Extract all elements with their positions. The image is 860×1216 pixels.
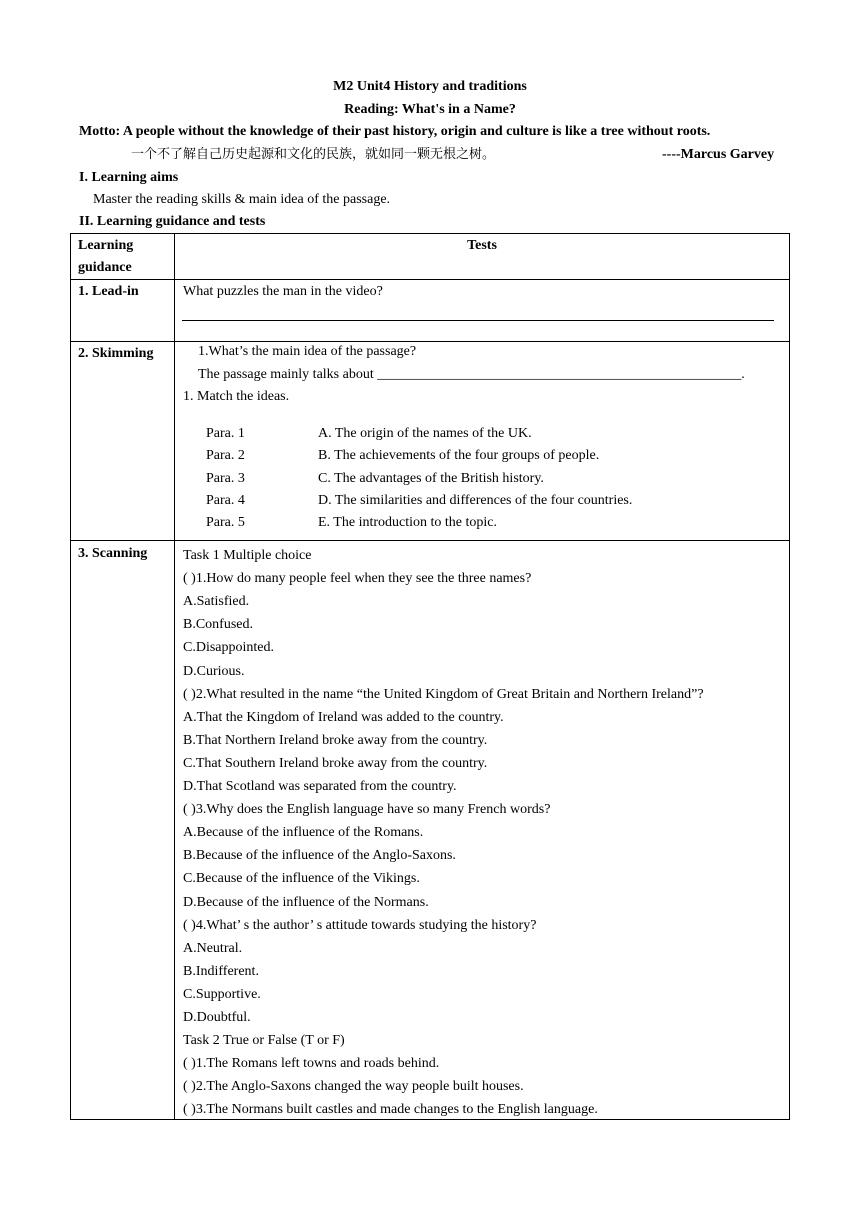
match-idea: D. The similarities and differences of the four countries. [318, 493, 633, 508]
match-idea: B. The achievements of the four groups of people. [318, 448, 600, 463]
table-row-divider [70, 279, 790, 280]
document-title: M2 Unit4 History and traditions [333, 79, 527, 94]
row-label-skimming: 2. Skimming [78, 346, 154, 361]
answer-option: A.Satisfied. [183, 594, 250, 610]
answer-option: D.That Scotland was separated from the country. [183, 779, 457, 794]
answer-option: D.Curious. [183, 663, 245, 679]
learning-aims-text: Master the reading skills & main idea of the passage. [93, 192, 391, 207]
answer-option: D.Because of the influence of the Normans. [183, 894, 429, 910]
answer-option: D.Doubtful. [183, 1010, 251, 1025]
row-label-scanning: 3. Scanning [78, 546, 148, 561]
guidance-heading: II. Learning guidance and tests [79, 214, 266, 229]
table-border-right [789, 233, 790, 1120]
answer-option: C.Because of the influence of the Vikings. [183, 871, 420, 887]
table-border-top [70, 233, 790, 234]
table-row-divider [70, 540, 790, 541]
answer-option: B.Indifferent. [183, 963, 259, 979]
answer-option: B.Because of the influence of the Anglo-Saxons. [183, 848, 456, 864]
question-line: ( )2.What resulted in the name “the United Kingdom of Great Britain and Northern Ireland”? [183, 686, 704, 702]
leadin-answer-line[interactable] [182, 320, 774, 321]
row-label-leadin: 1. Lead-in [78, 284, 139, 299]
match-para-label: Para. 1 [206, 426, 245, 441]
question-line: ( )4.What’ s the author’ s attitude towards studying the history? [183, 917, 537, 933]
motto-author: ----Marcus Garvey [662, 147, 775, 162]
match-idea: C. The advantages of the British history. [318, 471, 544, 486]
skimming-question-1: 1.What’s the main idea of the passage? [198, 344, 417, 359]
answer-option: A.Neutral. [183, 940, 243, 956]
table-border-left [70, 233, 71, 1120]
skimming-prompt: The passage mainly talks about ____________________________________________________. [198, 367, 745, 382]
question-line: ( )3.The Normans built castles and made changes to the English language. [183, 1102, 598, 1118]
table-row-divider [70, 341, 790, 342]
table-header-guidance: guidance [78, 260, 132, 275]
leadin-question: What puzzles the man in the video? [183, 284, 383, 299]
motto: Motto: A people without the knowledge of their past history, origin and culture is like a tree without roots. [79, 124, 711, 139]
question-line: ( )3.Why does the English language have so many French words? [183, 802, 551, 818]
task-heading: Task 2 True or False (T or F) [183, 1033, 345, 1049]
table-header-tests: Tests [467, 238, 497, 253]
question-line: ( )1.How do many people feel when they see the three names? [183, 571, 532, 587]
skimming-question-2: 1. Match the ideas. [183, 389, 290, 404]
table-column-divider [174, 233, 175, 1120]
match-para-label: Para. 3 [206, 471, 245, 486]
answer-option: A.Because of the influence of the Romans. [183, 825, 424, 841]
document-subtitle: Reading: What's in a Name? [344, 102, 516, 117]
table-header-guidance: Learning [78, 238, 134, 253]
answer-option: A.That the Kingdom of Ireland was added to the country. [183, 709, 504, 725]
answer-option: B.Confused. [183, 617, 253, 633]
match-para-label: Para. 5 [206, 515, 245, 530]
question-line: ( )1.The Romans left towns and roads behind. [183, 1056, 440, 1072]
match-idea: E. The introduction to the topic. [318, 515, 497, 530]
answer-option: C.That Southern Ireland broke away from the country. [183, 755, 488, 771]
question-line: ( )2.The Anglo-Saxons changed the way people built houses. [183, 1079, 524, 1095]
match-para-label: Para. 4 [206, 493, 245, 508]
answer-option: B.That Northern Ireland broke away from the country. [183, 732, 488, 748]
task-heading: Task 1 Multiple choice [183, 548, 312, 563]
answer-option: C.Disappointed. [183, 640, 274, 656]
learning-aims-heading: I. Learning aims [79, 170, 179, 185]
answer-option: C.Supportive. [183, 986, 261, 1002]
match-idea: A. The origin of the names of the UK. [318, 426, 532, 441]
motto-chinese: 一个不了解自己历史起源和文化的民族，就如同一颗无根之树。 [131, 147, 496, 162]
match-para-label: Para. 2 [206, 448, 245, 463]
